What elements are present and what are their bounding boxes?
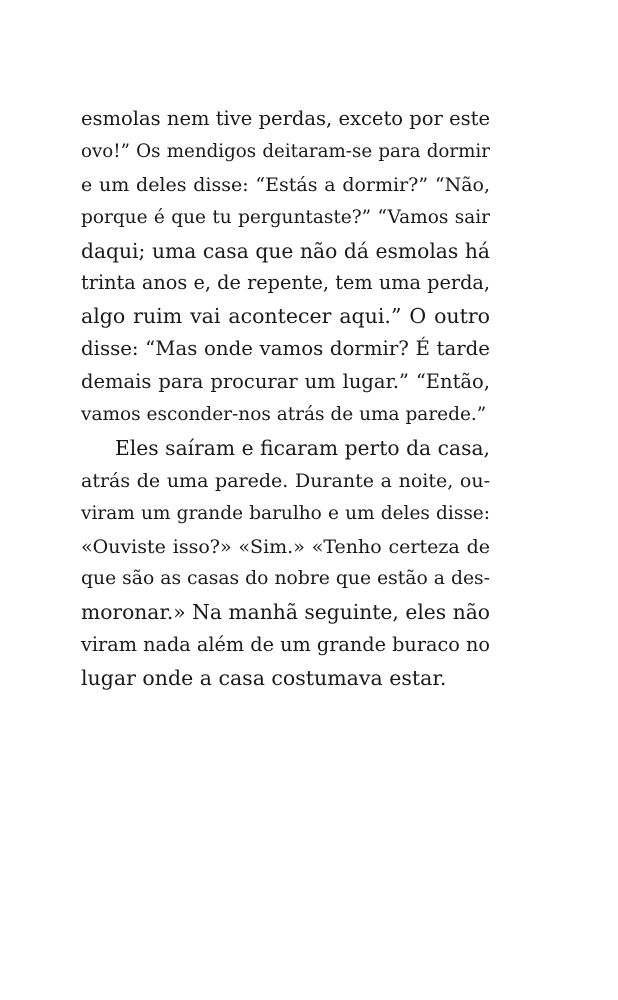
text-line: daqui; uma casa que não dá esmolas há <box>81 238 490 263</box>
text-line: «Ouviste isso?» «Sim.» «Tenho certeza de <box>81 535 490 558</box>
text-line: esmolas nem tive perdas, exceto por este <box>81 107 490 130</box>
text-line: moronar.» Na manhã seguinte, eles não <box>81 600 490 625</box>
text-line: viram nada além de um grande buraco no <box>81 633 490 657</box>
text-line: trinta anos e, de repente, tem uma perda, <box>81 271 490 295</box>
body-text <box>81 103 490 695</box>
paragraph <box>81 103 490 432</box>
text-line: que são as casas do nobre que estão a des- <box>81 568 490 590</box>
text-line: demais para procurar um lugar.” “Então, <box>81 370 490 394</box>
text-line: e um deles disse: “Estás a dormir?” “Não, <box>81 173 490 196</box>
text-line: algo ruim vai acontecer aqui.” O outro <box>81 304 490 329</box>
paragraph <box>81 432 490 695</box>
text-line: viram um grande barulho e um deles disse: <box>81 502 490 524</box>
text-line: atrás de uma parede. Durante a noite, ou- <box>81 469 490 492</box>
text-line: ovo!” Os mendigos deitaram-se para dormir <box>81 140 490 162</box>
text-line: Eles saíram e ficaram perto da casa, <box>115 435 490 460</box>
text-line: disse: “Mas onde vamos dormir? É tarde <box>81 337 490 361</box>
text-line: porque é que tu perguntaste?” “Vamos sair <box>81 206 490 228</box>
text-line: lugar onde a casa costumava estar. <box>81 666 447 691</box>
text-line: vamos esconder-nos atrás de uma parede.” <box>81 404 487 426</box>
